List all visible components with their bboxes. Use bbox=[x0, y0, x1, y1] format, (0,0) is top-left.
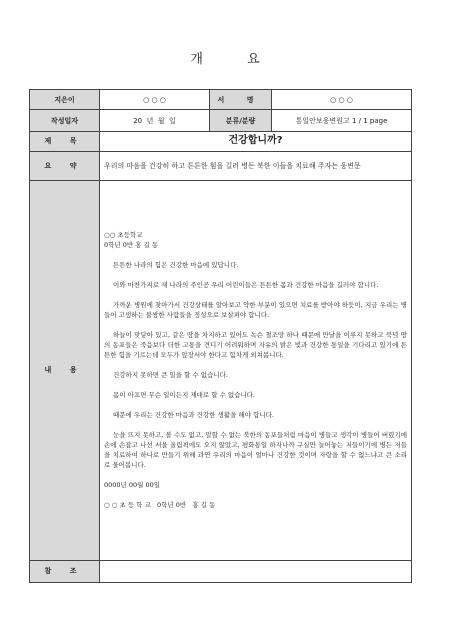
summary-value: 우리의 마음을 건강히 하고 튼튼한 힘을 길러 병든 북한 이들을 치료해 주자는 웅변문 bbox=[100, 152, 412, 181]
paragraph: 튼튼한 나라의 힘은 건강한 마음에 있답니다. bbox=[113, 261, 239, 270]
date-value: 20 년 월 일 bbox=[100, 110, 210, 131]
paragraph: 이와 마찬가지로 새 나라의 주인공 우리 어린이들은 튼튼한 몸과 건강한 마음을 길러야 합니다. bbox=[113, 281, 379, 290]
paragraph: 눈을 뜨지 못하고, 볼 수도 없고, 말할 수 없는 북한의 동포들처럼 마음이 병들고 생각이 병들어 버렸기에 손에 손잡고 나선 서울 올림픽에도 오지 않았고, 평화통일 하자나까 구실만 늘어놓는 저들이기에 병든 저들을 치료하여 하나로 만들기 위해 과연 우리의 마음이 얼마나 건강한 것이며 자랑을 할 수 없느냐고 큰 소리로 물어봅니다. bbox=[104, 431, 407, 470]
reference-value bbox=[100, 560, 412, 582]
summary-label: 요 약 bbox=[30, 152, 100, 181]
author-value: ○ ○ ○ bbox=[100, 90, 210, 110]
student-line: 0학년 0반 홍 길 동 bbox=[104, 241, 159, 250]
row-reference bbox=[30, 560, 412, 582]
reference-label: 참 조 bbox=[30, 560, 100, 582]
row-content bbox=[30, 180, 412, 560]
name-label: 서 명 bbox=[210, 90, 272, 110]
page-title: 개 요 bbox=[190, 52, 280, 67]
school-line: ○○ 초등학교 bbox=[104, 231, 143, 240]
outline-form bbox=[29, 89, 412, 583]
signature-line: ○ ○ 초 등 학 교 0학년 0반 홍 길 동 bbox=[104, 501, 216, 510]
subject-label: 제 목 bbox=[30, 131, 100, 151]
row-summary bbox=[30, 152, 412, 181]
content-label: 내 용 bbox=[30, 180, 100, 560]
row-date bbox=[30, 110, 412, 131]
date-label: 작성일자 bbox=[30, 110, 100, 131]
content-body bbox=[100, 180, 412, 560]
subject-value: 건강합니까? bbox=[100, 131, 412, 151]
row-author bbox=[30, 90, 412, 110]
category-label: 분류/분량 bbox=[210, 110, 272, 131]
name-value: ○ ○ ○ bbox=[272, 90, 412, 110]
category-value: 통일안보웅변원고 1 / 1 page bbox=[272, 110, 412, 131]
paragraph: 하늘이 맞닿아 있고, 같은 땅을 차지하고 있어도 녹슨 철조망 하나 때문에 만날을 이루지 못하고 북녘 땅의 동포들은 죽음보다 더한 고통을 견디기 어려워하며 자유의 밝은 빛과 건강한 통일을 기다리고 있기에 튼튼한 힘을 기르는데 모두가 앞장서야 한다고 힘차게 외쳐봅니다. bbox=[104, 331, 407, 360]
date-line: 0000년 00월 00일 bbox=[104, 481, 161, 490]
paragraph: 건강하지 못하면 큰 일을 할 수 없습니다. bbox=[113, 371, 228, 380]
paragraph: 몸이 아프면 무슨 일이든지 제대로 할 수 없습니다. bbox=[113, 391, 256, 400]
paragraph: 가까운 병원에 찾아가서 건강상태를 알아보고 약한 부분이 있으면 치료를 받아야 하듯이, 지금 우리는 병들어 고생하는 불쌍한 사람들을 정성으로 보살펴야 합니다. bbox=[104, 301, 407, 320]
paragraph: 때문에 우리는 건강한 마음과 건강한 생활을 해야 합니다. bbox=[113, 411, 274, 420]
author-label: 지은이 bbox=[30, 90, 100, 110]
row-subject bbox=[30, 131, 412, 151]
